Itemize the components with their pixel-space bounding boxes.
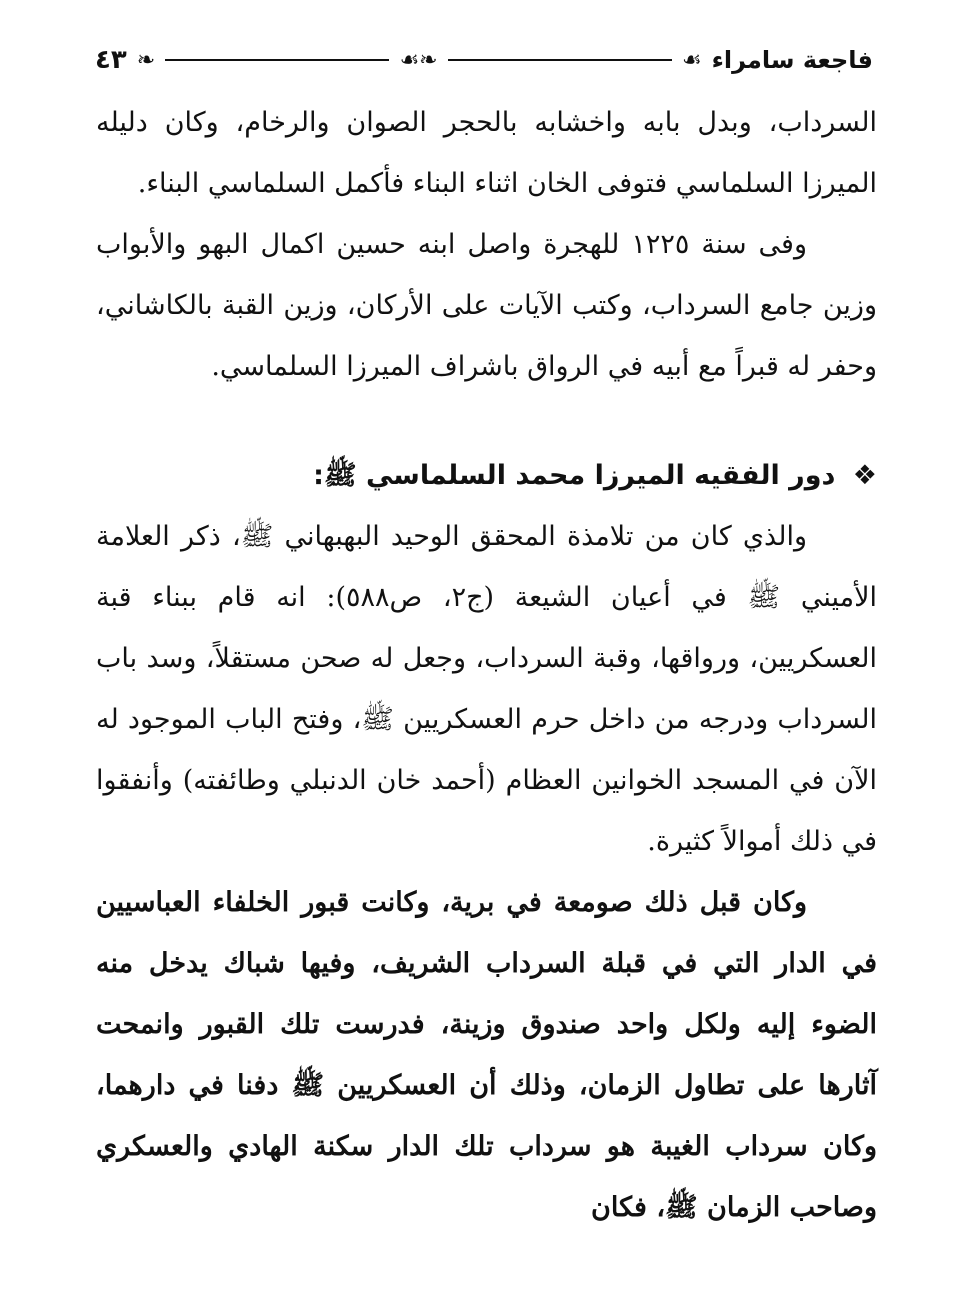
paragraph-1: السرداب، وبدل بابه واخشابه بالحجر الصوان والرخام، وكان دليله الميرزا السلماسي فتوفى الخان اثناء البناء فأكمل السلماسي البناء. [96,107,877,199]
ornament-center-icon: ❧☙ [399,47,438,73]
ornament-right-icon: ☙ [681,47,702,73]
header-rule-right [448,59,672,61]
section-heading-text: دور الفقيه الميرزا محمد السلماسي ﷺ: [313,460,836,491]
page-header [95,36,873,84]
page-body [96,92,877,1238]
page-number: ٤٣ [95,45,127,75]
header-rule-left [165,59,389,61]
section-paragraph: والذي كان من تلامذة المحقق الوحيد البهبهاني ﷺ، ذكر العلامة الأميني ﷺ في أعيان الشيعة (ج٢، ص٥٨٨): انه قام ببناء قبة العسكريين، ورواقها، وقبة السرداب، وجعل له صحن مستقلاً، وسد باب السرداب ودرجه من داخل حرم العسكريين ﷺ، وفتح الباب الموجود له الآن في المسجد الخوانين العظام (أحمد خان الدنبلي وطائفته) وأنفقوا في ذلك أموالاً كثيرة. [96,521,877,857]
bullet-icon: ❖ [852,460,877,491]
quote-paragraph: وكان قبل ذلك صومعة في برية، وكانت قبور الخلفاء العباسيين في الدار التي في قبلة السرداب الشريف، وفيها شباك يدخل منه الضوء إليه ولكل واحد صندوق وزينة، فدرست تلك القبور وانمحت آثارها على تطاول الزمان، وذلك أن العسكريين ﷺ دفنا في دارهما، وكان سرداب الغيبة هو سرداب تلك الدار سكنة الهادي والعسكري وصاحب الزمان ﷺ، فكان [96,887,877,1223]
book-title: فاجعة سامراء [711,46,873,74]
section-heading [96,445,877,506]
ornament-left-icon: ❧ [136,47,156,73]
paragraph-2: وفى سنة ١٢٢٥ للهجرة واصل ابنه حسين اكمال البهو والأبواب وزين جامع السرداب، وكتب الآيات على الأركان، وزين القبة بالكاشاني، وحفر له قبراً مع أبيه في الرواق باشراف الميرزا السلماسي. [96,229,877,382]
